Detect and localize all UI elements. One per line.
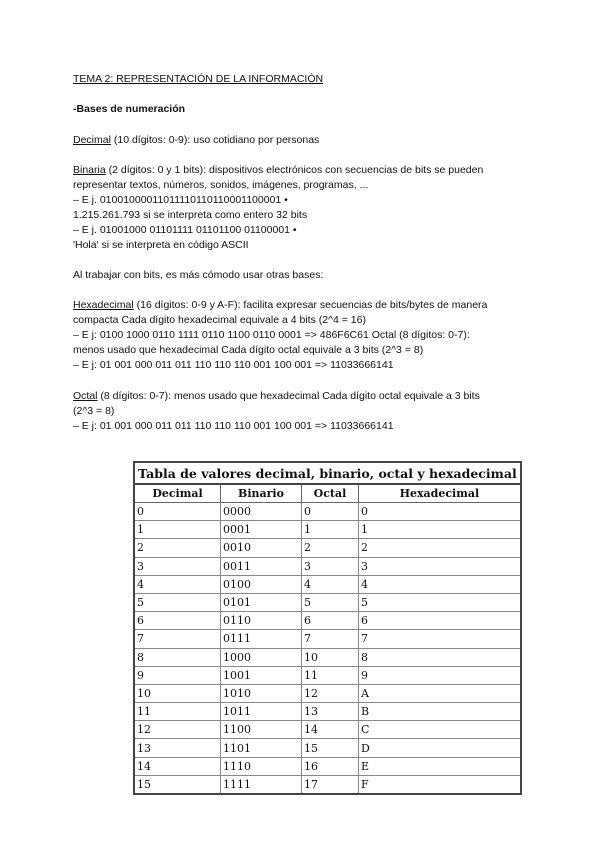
header-hexadecimal: Hexadecimal [359,484,521,503]
hexadecimal-term: Hexadecimal [73,299,134,311]
binaria-example-2-result: 'Hola' si se interpreta en código ASCII [73,239,249,251]
page-title: TEMA 2: REPRESENTACIÓN DE LA INFORMACIÓN [73,73,324,85]
cell-decimal: 1 [134,521,221,539]
hexadecimal-text: (16 dígitos: 0-9 y A-F): facilita expresar secuencias de bits/bytes de manera [133,299,488,311]
cell-hexadecimal: 3 [359,557,521,575]
table-row [134,666,521,684]
cell-decimal: 3 [134,557,221,575]
binaria-line2: representar textos, números, sonidos, imágenes, programas, ... [73,179,369,191]
cell-octal: 6 [302,612,359,630]
hexadecimal-line3: – E j: 0100 1000 0110 1111 0110 1100 0110 0001 => 486F6C61 Octal (8 dígitos: 0-7): [73,329,470,341]
cell-binario: 0100 [221,575,302,593]
binaria-text: (2 dígitos: 0 y 1 bits): dispositivos electrónicos con secuencias de bits se pueden [105,164,484,176]
table-row [134,539,521,557]
cell-hexadecimal: B [359,703,521,721]
cell-binario: 0011 [221,557,302,575]
cell-decimal: 9 [134,666,221,684]
table-caption: Tabla de valores decimal, binario, octal y hexadecimal [133,461,522,483]
cell-octal: 10 [302,648,359,666]
cell-octal: 1 [302,521,359,539]
cell-octal: 17 [302,775,359,794]
header-octal: Octal [302,484,359,503]
binaria-example-2: – E j. 01001000 01101111 01101100 01100001 • [73,224,297,236]
table-row [134,703,521,721]
hexadecimal-line5: – E j: 01 001 000 011 011 110 110 110 001 100 001 => 11033666141 [73,359,394,371]
cell-octal: 7 [302,630,359,648]
cell-hexadecimal: C [359,721,521,739]
cell-binario: 0001 [221,521,302,539]
cell-decimal: 8 [134,648,221,666]
cell-hexadecimal: E [359,757,521,775]
cell-binario: 1101 [221,739,302,757]
cell-binario: 1100 [221,721,302,739]
cell-octal: 3 [302,557,359,575]
table-row [134,721,521,739]
cell-octal: 5 [302,593,359,611]
conversion-table-wrapper [133,461,517,795]
cell-octal: 2 [302,539,359,557]
cell-decimal: 12 [134,721,221,739]
octal-term: Octal [73,390,98,402]
octal-text: (8 dígitos: 0-7): menos usado que hexadecimal Cada dígito octal equivale a 3 bits [97,390,480,402]
table-row [134,684,521,702]
cell-octal: 16 [302,757,359,775]
cell-binario: 0101 [221,593,302,611]
cell-octal: 12 [302,684,359,702]
table-row [134,612,521,630]
cell-hexadecimal: 6 [359,612,521,630]
cell-hexadecimal: 5 [359,593,521,611]
binaria-example-1-result: 1.215.261.793 si se interpreta como entero 32 bits [73,209,308,221]
table-row [134,630,521,648]
header-decimal: Decimal [134,484,221,503]
cell-hexadecimal: 4 [359,575,521,593]
cell-binario: 1001 [221,666,302,684]
hexadecimal-paragraph [73,299,487,312]
cell-octal: 11 [302,666,359,684]
conversion-table [133,461,522,795]
table-row [134,648,521,666]
table-row [134,757,521,775]
cell-hexadecimal: D [359,739,521,757]
table-header-row [134,484,521,503]
cell-octal: 4 [302,575,359,593]
cell-binario: 0110 [221,612,302,630]
hexadecimal-line2: compacta Cada dígito hexadecimal equivale a 4 bits (2^4 = 16) [73,314,366,326]
intro-bases: Al trabajar con bits, es más cómodo usar otras bases: [73,269,324,281]
cell-hexadecimal: 1 [359,521,521,539]
table-row [134,739,521,757]
cell-octal: 15 [302,739,359,757]
cell-decimal: 5 [134,593,221,611]
cell-decimal: 14 [134,757,221,775]
cell-binario: 0000 [221,503,302,521]
cell-binario: 1010 [221,684,302,702]
table-row [134,521,521,539]
cell-decimal: 7 [134,630,221,648]
cell-binario: 0010 [221,539,302,557]
cell-decimal: 11 [134,703,221,721]
cell-binario: 1111 [221,775,302,794]
cell-octal: 13 [302,703,359,721]
table-body [134,503,521,795]
cell-hexadecimal: 8 [359,648,521,666]
header-binario: Binario [221,484,302,503]
cell-hexadecimal: 7 [359,630,521,648]
binaria-example-1: – E j. 01001000011011110110110001100001 • [73,194,288,206]
table-row [134,503,521,521]
cell-decimal: 0 [134,503,221,521]
cell-hexadecimal: 0 [359,503,521,521]
binaria-term: Binaria [73,164,106,176]
cell-binario: 1110 [221,757,302,775]
cell-decimal: 4 [134,575,221,593]
octal-line3: – E j: 01 001 000 011 011 110 110 110 001 100 001 => 11033666141 [73,420,394,432]
cell-decimal: 13 [134,739,221,757]
hexadecimal-line4: menos usado que hexadecimal Cada dígito octal equivale a 3 bits (2^3 = 8) [73,344,424,356]
cell-hexadecimal: F [359,775,521,794]
cell-hexadecimal: 2 [359,539,521,557]
table-row [134,775,521,794]
cell-decimal: 2 [134,539,221,557]
section-heading: -Bases de numeración [73,103,186,115]
cell-binario: 1000 [221,648,302,666]
cell-decimal: 15 [134,775,221,794]
octal-paragraph [73,390,480,403]
decimal-term: Decimal [73,134,111,146]
decimal-text: (10 dígitos: 0-9): uso cotidiano por personas [110,134,320,146]
octal-line2: (2^3 = 8) [73,405,115,417]
cell-decimal: 10 [134,684,221,702]
table-row [134,575,521,593]
cell-decimal: 6 [134,612,221,630]
cell-binario: 1011 [221,703,302,721]
decimal-paragraph [73,134,319,147]
cell-hexadecimal: 9 [359,666,521,684]
cell-binario: 0111 [221,630,302,648]
cell-octal: 14 [302,721,359,739]
table-row [134,593,521,611]
cell-octal: 0 [302,503,359,521]
binaria-paragraph [73,164,483,177]
cell-hexadecimal: A [359,684,521,702]
table-row [134,557,521,575]
